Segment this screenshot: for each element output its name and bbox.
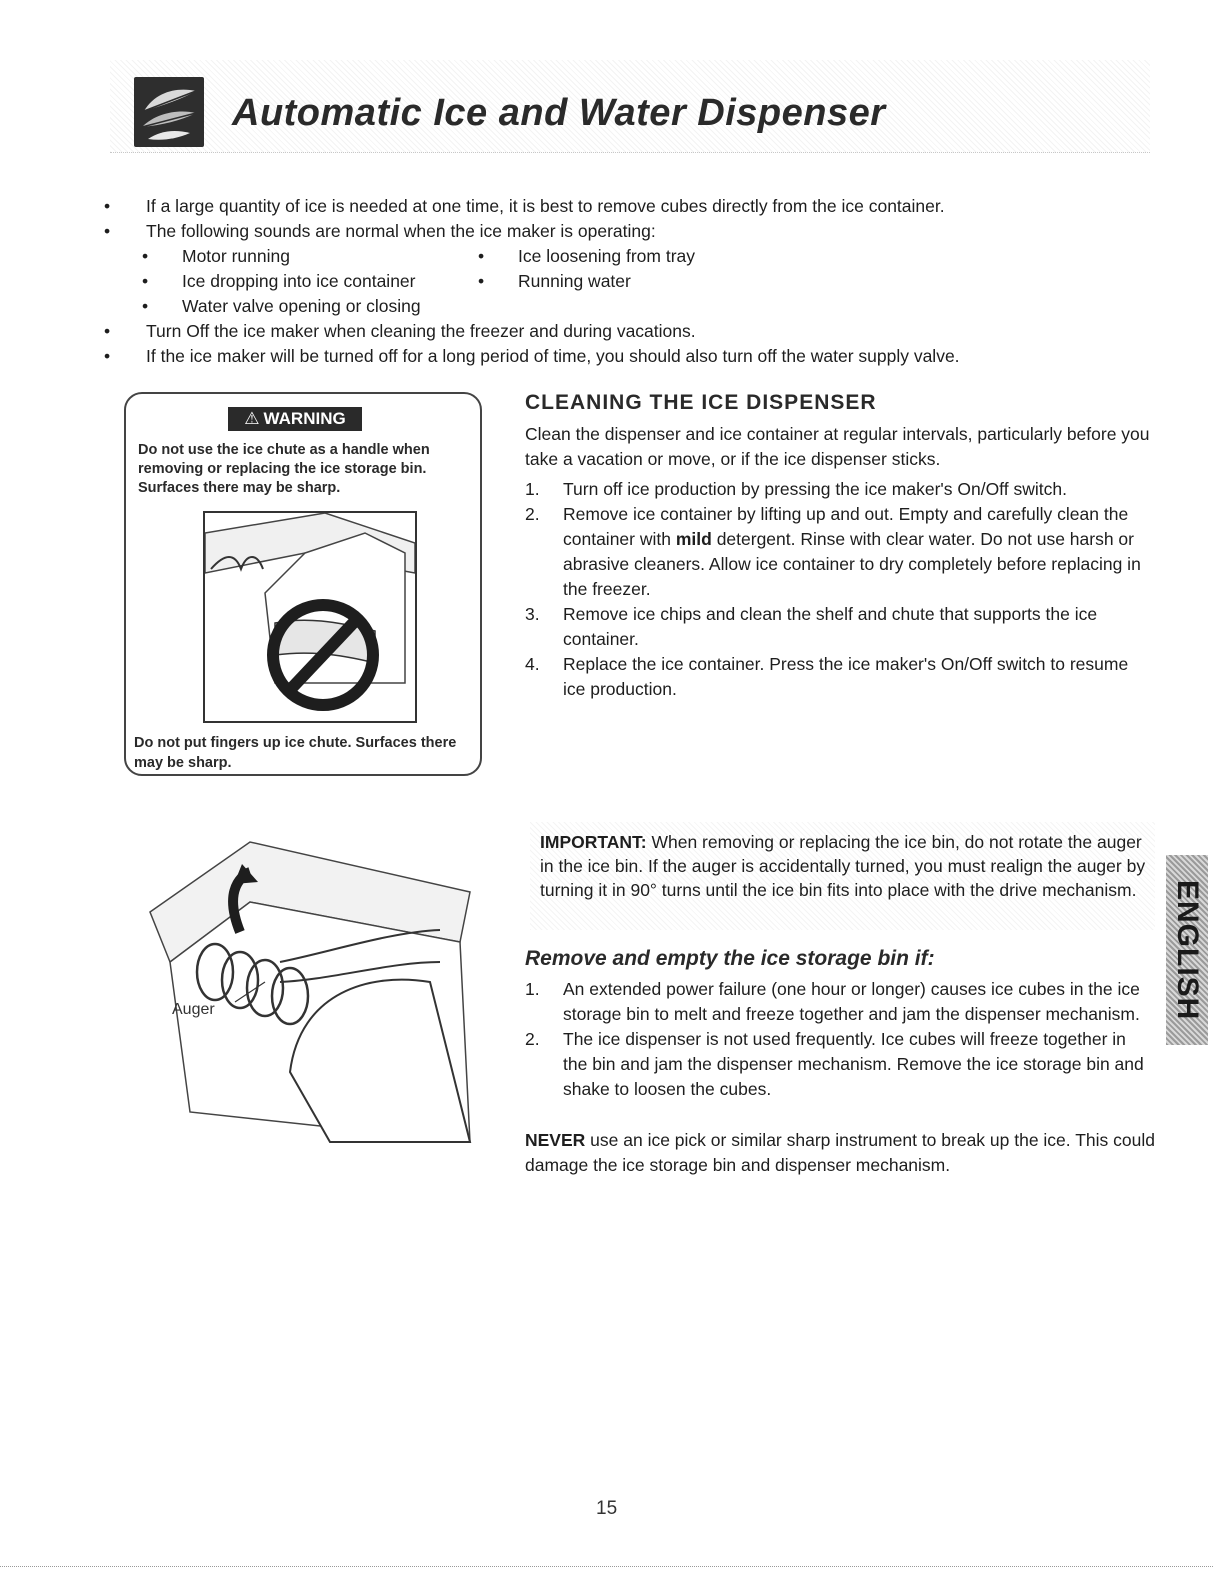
warning-text: Do not use the ice chute as a handle when removing or replacing the ice storage bin. Surfaces there may be sharp. (138, 442, 430, 496)
sounds-list (92, 244, 1182, 319)
sound-item: • Ice dropping into ice container (142, 271, 416, 291)
leaves-logo-icon (134, 77, 204, 147)
bullet-text: The following sounds are normal when the ice maker is operating: (146, 221, 656, 241)
cleaning-heading: CLEANING THE ICE DISPENSER (525, 391, 877, 414)
step-item: 4. Replace the ice container. Press the ice maker's On/Off switch to resume ice production. (525, 654, 1129, 699)
bullet-item: • Turn Off the ice maker when cleaning the freezer and during vacations. (104, 321, 696, 341)
intro-bullets (92, 194, 1182, 369)
warning-footer: Do not put fingers up ice chute. Surfaces there may be sharp. (134, 735, 457, 771)
bullet-text: Turn Off the ice maker when cleaning the freezer and during vacations. (146, 321, 696, 341)
remove-list (525, 977, 1150, 1102)
cleaning-intro: Clean the dispenser and ice container at regular intervals, particularly before you take a vacation or move, or if the ice dispenser sticks. (525, 424, 1150, 469)
bullet-text: If the ice maker will be turned off for a long period of time, you should also turn off the water supply valve. (146, 346, 960, 366)
cleaning-steps (525, 477, 1150, 702)
auger-label: Auger (172, 1001, 215, 1018)
warning-triangle-icon: ⚠ (244, 409, 260, 428)
ice-chute-prohibited-illustration (203, 511, 417, 723)
step-item: 1. Turn off ice production by pressing the ice maker's On/Off switch. (525, 479, 1067, 499)
page-title: Automatic Ice and Water Dispenser (232, 92, 886, 134)
bullet-item: • If the ice maker will be turned off for a long period of time, you should also turn off the water supply valve. (104, 346, 960, 366)
remove-heading: Remove and empty the ice storage bin if: (525, 947, 935, 970)
sound-item: • Water valve opening or closing (142, 296, 421, 316)
page-number: 15 (596, 1498, 618, 1519)
warning-label: ⚠ WARNING (228, 407, 362, 431)
sound-item: • Motor running (142, 246, 290, 266)
important-text: IMPORTANT: When removing or replacing the ice bin, do not rotate the auger in the ice bin. If the auger is accidentally turned, you must realign the auger by turning it in 90° turns until the ice bin fits into place with the drive mechanism. (540, 832, 1146, 900)
auger-illustration (130, 812, 485, 1168)
bullet-item: • If a large quantity of ice is needed at one time, it is best to remove cubes directly from the ice container. (104, 196, 945, 216)
sound-item: • Ice loosening from tray (478, 246, 696, 266)
step-item: 3. Remove ice chips and clean the shelf and chute that supports the ice container. (525, 604, 1098, 649)
remove-item: 2. The ice dispenser is not used frequently. Ice cubes will freeze together in the bin and jam the dispenser mechanism. Remove the ice storage bin and shake to loosen the cubes. (525, 1029, 1144, 1099)
bullet-text: If a large quantity of ice is needed at one time, it is best to remove cubes directly from the ice container. (146, 196, 945, 216)
bullet-item: • The following sounds are normal when the ice maker is operating: (104, 221, 656, 241)
remove-item: 1. An extended power failure (one hour or longer) causes ice cubes in the ice storage bin to melt and freeze together and jam the dispenser mechanism. (525, 979, 1140, 1024)
step-item: 2. Remove ice container by lifting up and out. Empty and carefully clean the container with mild detergent. Rinse with clear water. Do not use harsh or abrasive cleaners. Allow ice container to dry completely before replacing in the freezer. (525, 504, 1141, 599)
bottom-rule (0, 1566, 1213, 1567)
sound-item: • Running water (478, 271, 631, 291)
never-note: NEVER use an ice pick or similar sharp instrument to break up the ice. This could damage the ice storage bin and dispenser mechanism. (525, 1130, 1155, 1175)
language-tab: ENGLISH (1171, 879, 1204, 1021)
